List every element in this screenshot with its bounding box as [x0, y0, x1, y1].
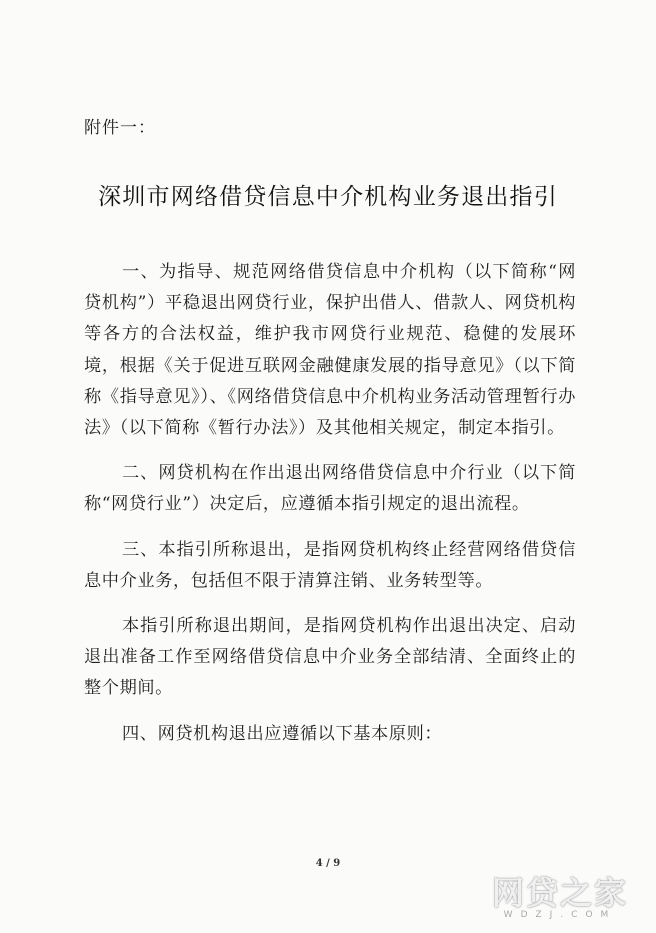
document-title: 深圳市网络借贷信息中介机构业务退出指引: [98, 184, 558, 210]
paragraph: 三、本指引所称退出，是指网贷机构终止经营网络借贷信息中介业务，包括但不限于清算注销、业务转型等。: [84, 539, 576, 591]
watermark-brand: 网贷之家: [491, 874, 628, 912]
paragraph: 四、网贷机构退出应遵循以下基本原则：: [122, 723, 443, 744]
document-body: [84, 257, 576, 764]
brand-watermark: [480, 868, 640, 928]
watermark-url: WDZJ.COM: [503, 910, 617, 920]
paragraph: 二、网贷机构在作出退出网络借贷信息中介行业（以下简称“网贷行业”）决定后，应遵循本指引规定的退出流程。: [84, 463, 576, 515]
paragraph: 本指引所称退出期间，是指网贷机构作出退出决定、启动退出准备工作至网络借贷信息中介业务全部结清、全面终止的整个期间。: [84, 616, 576, 699]
attachment-label: 附件一：: [84, 118, 156, 138]
paragraph: 一、为指导、规范网络借贷信息中介机构（以下简称“网贷机构”）平稳退出网贷行业，保护出借人、借款人、网贷机构等各方的合法权益，维护我市网贷行业规范、稳健的发展环境，根据《关于促进互联网金融健康发展的指导意见》（以下简称《指导意见》）、《网络借贷信息中介机构业务活动管理暂行办法》（以下简称《暂行办法》）及其他相关规定，制定本指引。: [84, 262, 576, 439]
page-number: 4 / 9: [315, 858, 341, 869]
